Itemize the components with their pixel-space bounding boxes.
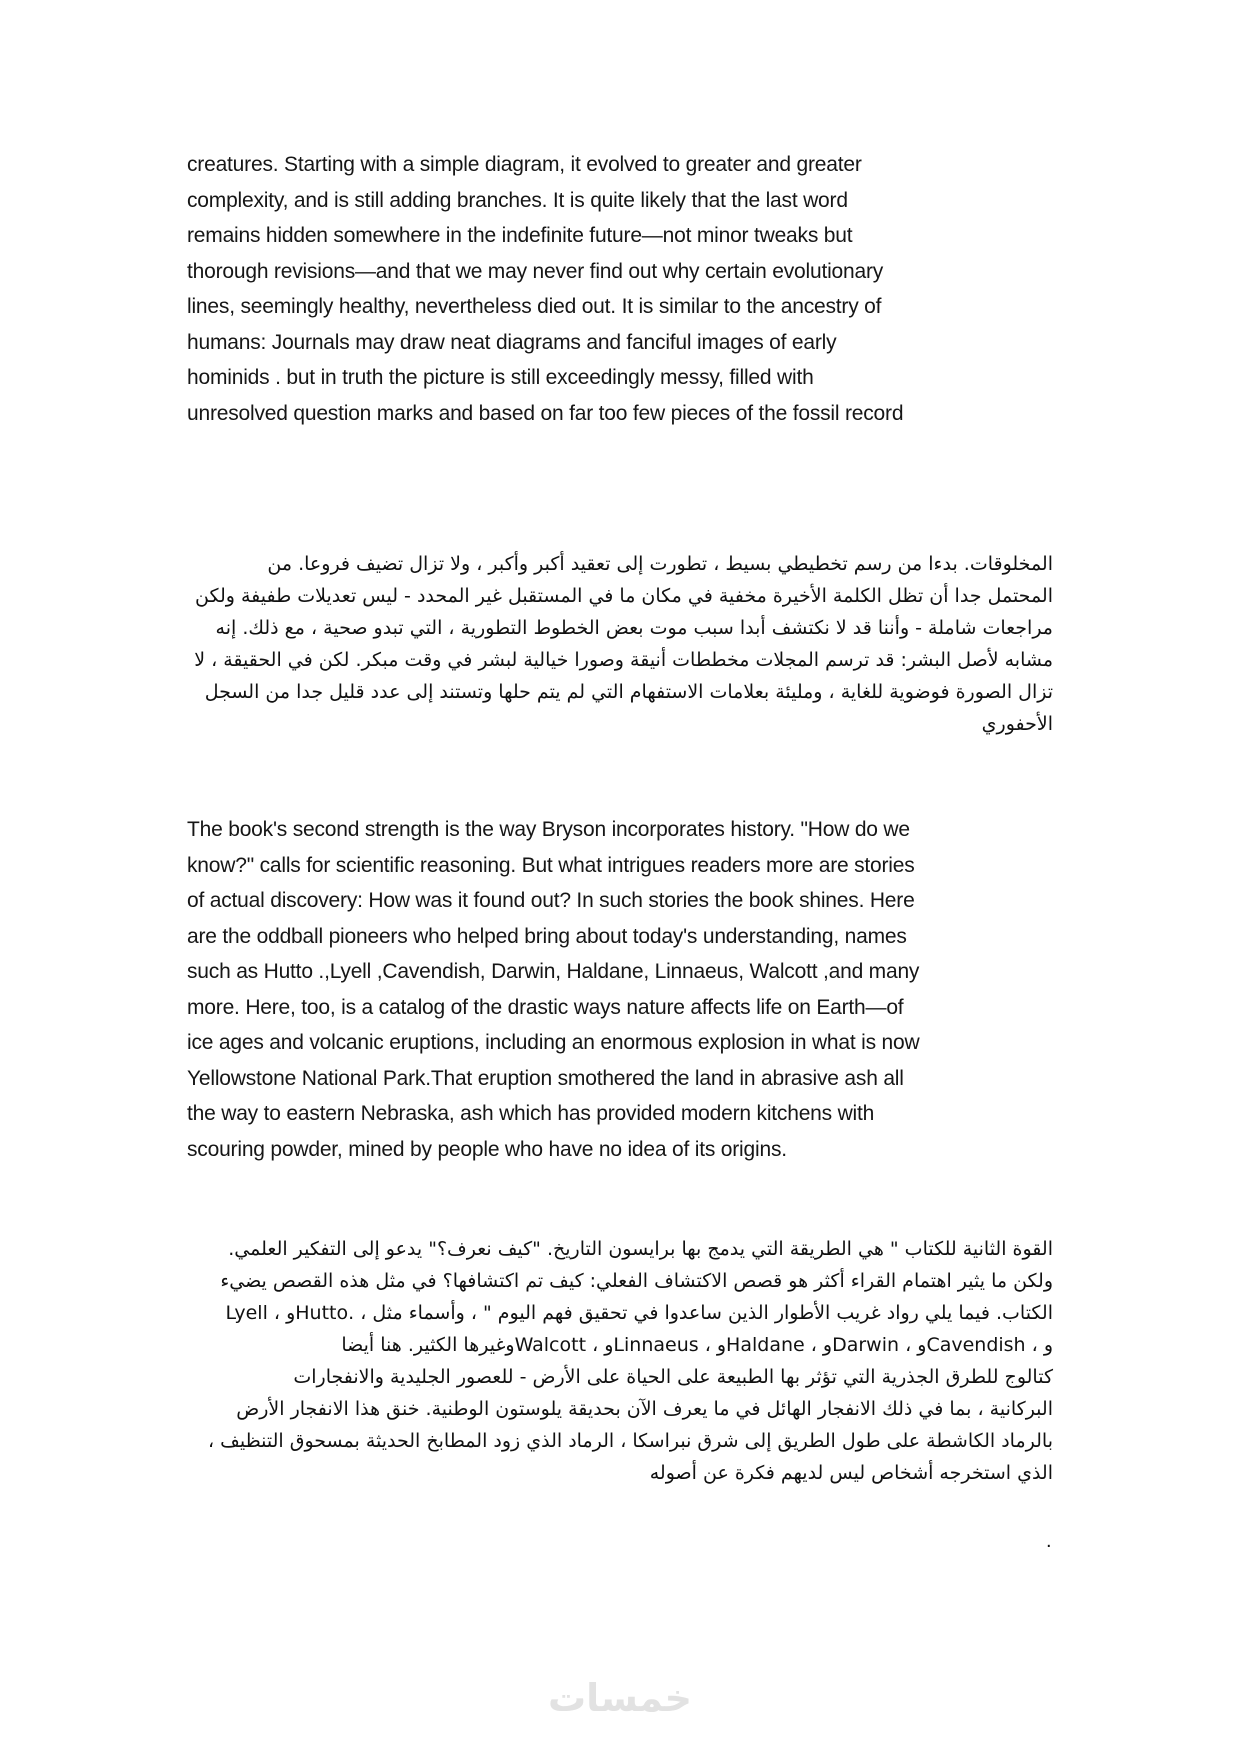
text-line: الذي استخرجه أشخاص ليس لديهم فكرة عن أصوله <box>649 1462 1053 1484</box>
text-line: remains hidden somewhere in the indefinite future—not minor tweaks but <box>187 224 853 247</box>
text-line: تزال الصورة فوضوية للغاية ، ومليئة بعلامات الاستفهام التي لم يتم حلها وتستند إلى عدد قليل جدا من السجل <box>204 681 1053 703</box>
text-line: such as Hutto .,Lyell ,Cavendish, Darwin, Haldane, Linnaeus, Walcott ,and many <box>187 960 920 983</box>
text-line: humans: Journals may draw neat diagrams and fanciful images of early <box>187 330 837 354</box>
text-line: مراجعات شاملة - وأننا قد لا نكتشف أبدا سبب موت بعض الخطوط التطورية ، التي تبدو صحية ، مع ذلك. إنه <box>215 617 1053 639</box>
text-line: of actual discovery: How was it found out? In such stories the book shines. Here <box>187 889 915 912</box>
text-line: ولكن ما يثير اهتمام القراء أكثر هو قصص الاكتشاف الفعلي: كيف تم اكتشافها؟ في مثل هذه القصص يضيء <box>220 1270 1053 1292</box>
text-line: thorough revisions—and that we may never find out why certain evolutionary <box>187 259 884 283</box>
text-line: lines, seemingly healthy, nevertheless died out. It is similar to the ancestry of <box>187 295 882 318</box>
text-line: و ، Cavendishو ، Darwinو ، Haldaneو ، Linnaeusو ، Walcottوغيرها الكثير. هنا أيضا <box>341 1334 1053 1356</box>
text-line: المخلوقات. بدءا من رسم تخطيطي بسيط ، تطورت إلى تعقيد أكبر وأكبر ، ولا تزال تضيف فروعا. من <box>267 553 1053 575</box>
text-line: Yellowstone National Park.That eruption smothered the land in abrasive ash all <box>187 1066 904 1090</box>
text-line: hominids . but in truth the picture is still exceedingly messy, filled with <box>187 366 814 389</box>
paragraph-english-2 <box>187 812 1067 1167</box>
text-line: the way to eastern Nebraska, ash which has provided modern kitchens with <box>187 1102 875 1125</box>
text-line: unresolved question marks and based on far too few pieces of the fossil record <box>187 401 904 425</box>
text-line: الأحفوري <box>981 713 1053 735</box>
text-line: creatures. Starting with a simple diagram, it evolved to greater and greater <box>187 153 862 176</box>
text-line: كتالوج للطرق الجذرية التي تؤثر بها الطبيعة على الحياة على الأرض - للعصور الجليدية والانفجارات <box>293 1366 1053 1388</box>
text-line: scouring powder, mined by people who have no idea of its origins. <box>187 1137 787 1161</box>
text-line: المحتمل جدا أن تظل الكلمة الأخيرة مخفية في مكان ما في المستقبل غير المحدد - ليس تعديلات طفيفة ولكن <box>195 585 1053 607</box>
text-line: know?" calls for scientific reasoning. But what intrigues readers more are stories <box>187 853 915 877</box>
text-line: more. Here, too, is a catalog of the drastic ways nature affects life on Earth—of <box>187 995 904 1019</box>
text-line: complexity, and is still adding branches. It is quite likely that the last word <box>187 188 848 212</box>
trailing-period: . <box>1046 1530 1052 1552</box>
paragraph-arabic-2 <box>180 1233 1053 1489</box>
text-line: البركانية ، بما في ذلك الانفجار الهائل في ما يعرف الآن بحديقة يلوستون الوطنية. خنق هذا الانفجار الأرض <box>236 1398 1053 1420</box>
text-line: مشابه لأصل البشر: قد ترسم المجلات مخططات أنيقة وصورا خيالية لبشر في وقت مبكر. لكن في الحقيقة ، لا <box>194 649 1053 671</box>
text-line: ice ages and volcanic eruptions, including an enormous explosion in what is now <box>187 1031 920 1054</box>
paragraph-english-1 <box>187 147 1067 431</box>
text-line: القوة الثانية للكتاب " هي الطريقة التي يدمج بها برايسون التاريخ. "كيف نعرف؟" يدعو إلى التفكير العلمي. <box>228 1238 1053 1260</box>
text-line: الكتاب. فيما يلي رواد غريب الأطوار الذين ساعدوا في تحقيق فهم اليوم " ، وأسماء مثل ، .Huttoو ، Lyell <box>225 1302 1053 1324</box>
text-line: The book's second strength is the way Bryson incorporates history. "How do we <box>187 818 910 841</box>
text-line: are the oddball pioneers who helped bring about today's understanding, names <box>187 924 907 948</box>
text-line: بالرماد الكاشطة على طول الطريق إلى شرق نبراسكا ، الرماد الذي زود المطابخ الحديثة بمسحوق التنظيف ، <box>208 1430 1053 1452</box>
watermark-logo: خمسات <box>548 1676 692 1720</box>
paragraph-arabic-1 <box>180 548 1053 740</box>
